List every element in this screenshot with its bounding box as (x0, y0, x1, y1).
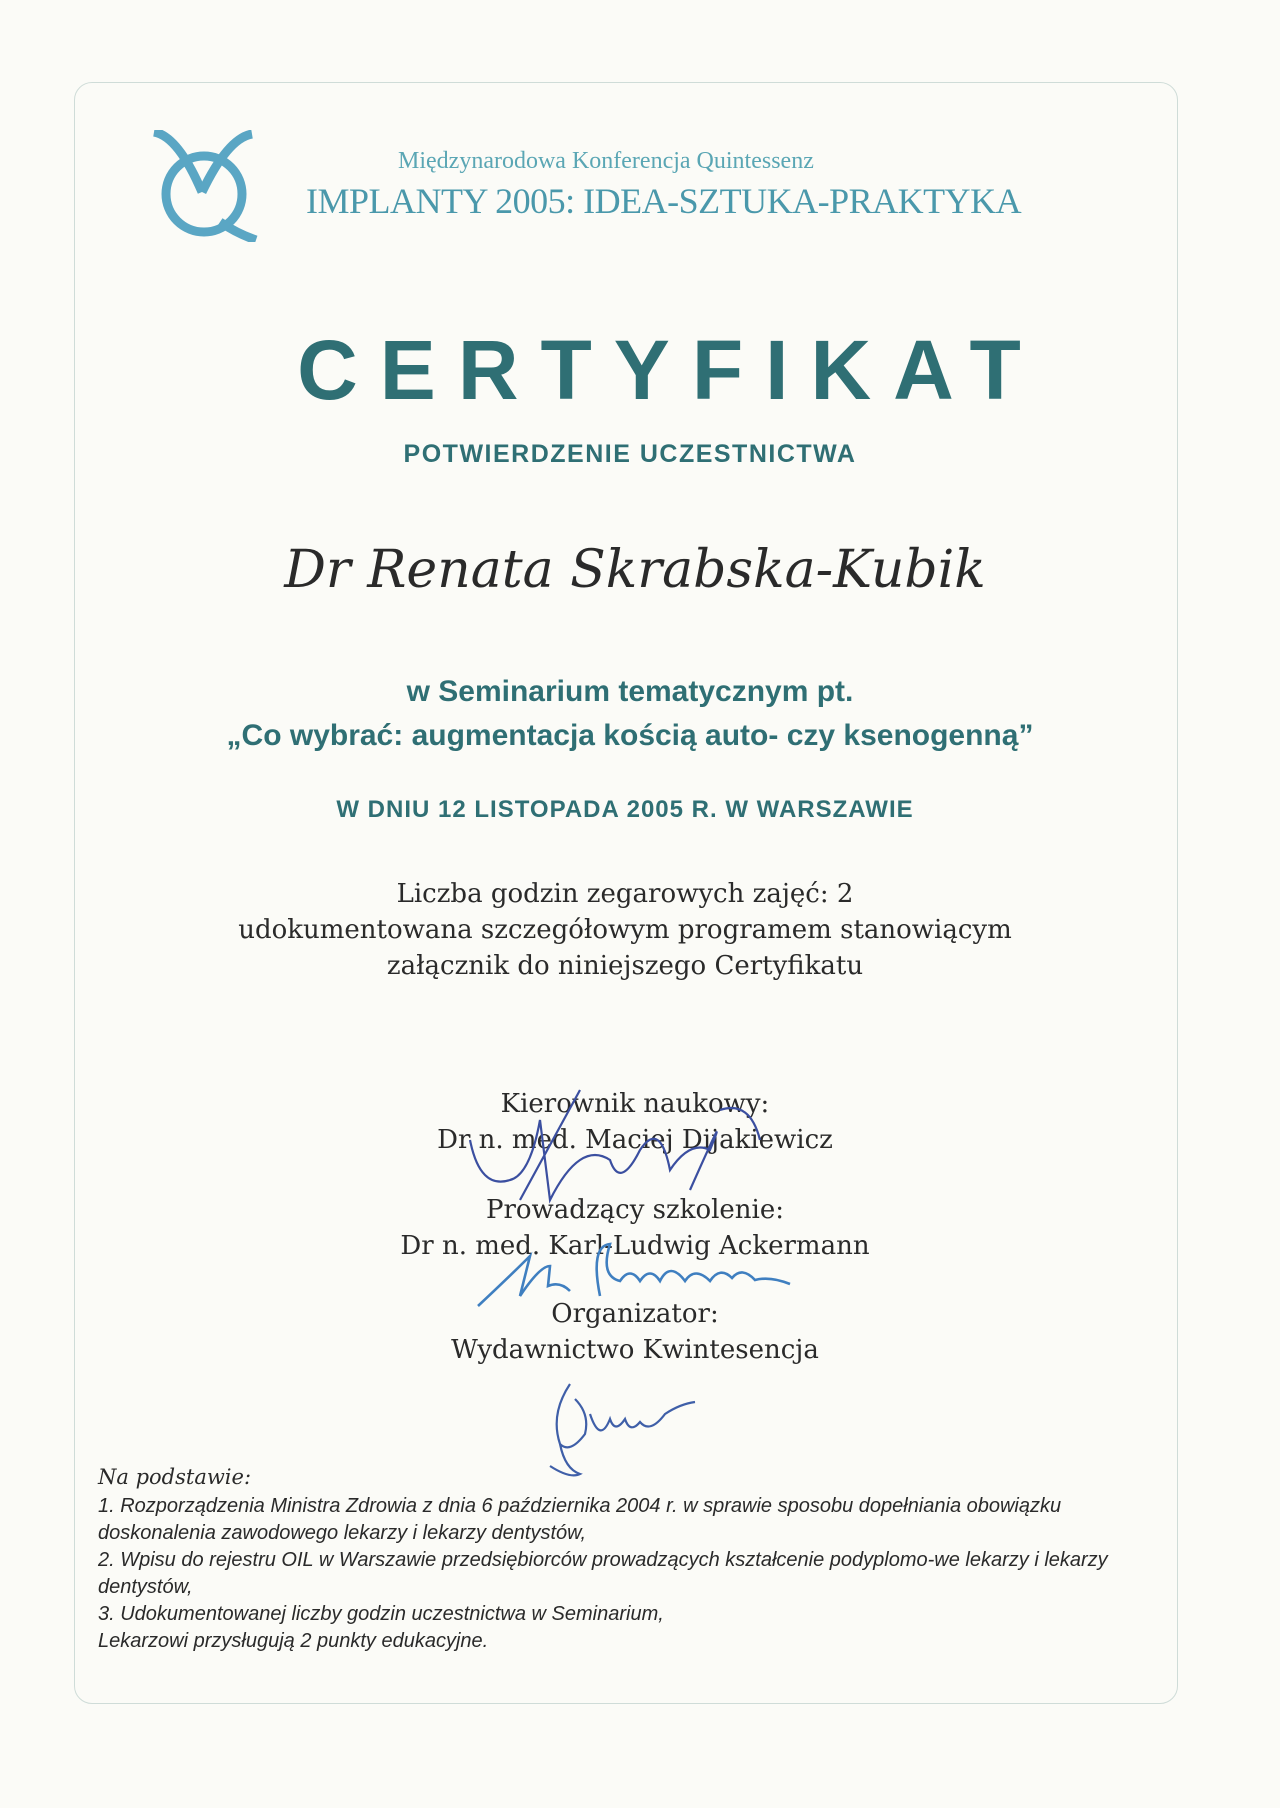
signature-dijakiewicz (460, 1080, 790, 1210)
hours-info (0, 876, 1250, 984)
signatory-name: Dr n. med. Karl-Ludwig Ackermann (400, 1231, 870, 1261)
basis-item: 2. Wpisu do rejestru OIL w Warszawie przedsiębiorców prowadzących kształcenie podyplomo-we lekarzy i lekarzy dentystów, (98, 1549, 1108, 1598)
signatory-name: Dr n. med. Maciej Dijakiewicz (437, 1125, 833, 1155)
signatory-role: Kierownik naukowy: (500, 1089, 770, 1119)
seminar-info (0, 670, 1260, 758)
basis-item: 1. Rozporządzenia Ministra Zdrowia z dnia 6 października 2004 r. w sprawie sposobu dopełniania obowiązku doskonalenia zawodowego lekarzy i lekarzy dentystów, (98, 1495, 1062, 1544)
basis-item: Lekarzowi przysługują 2 punkty edukacyjne. (98, 1630, 489, 1652)
signatory-organizer (0, 1296, 1270, 1368)
certificate-title: CERTYFIKAT (297, 323, 1043, 417)
signatory-name: Wydawnictwo Kwintesencja (451, 1335, 819, 1365)
date-location: W DNIU 12 LISTOPADA 2005 R. W WARSZAWIE (336, 796, 914, 823)
signatory-role: Organizator: (551, 1299, 719, 1329)
hours-line: Liczba godzin zegarowych zajęć: 2 (396, 879, 854, 909)
recipient-name: Dr Renata Skrabska-Kubik (284, 540, 986, 600)
legal-basis (98, 1464, 1158, 1655)
seminar-line: w Seminarium tematycznym pt. (406, 675, 854, 708)
basis-item: 3. Udokumentowanej liczby godzin uczestnictwa w Seminarium, (98, 1603, 664, 1625)
hours-line: udokumentowana szczegółowym programem stanowiącym (238, 915, 1012, 945)
conference-subtitle: Międzynarodowa Konferencja Quintessenz (398, 148, 814, 174)
signatory-role: Prowadzący szkolenie: (485, 1195, 785, 1225)
quintessenz-logo (148, 130, 260, 242)
conference-title: IMPLANTY 2005: IDEA-SZTUKA-PRAKTYKA (306, 181, 1022, 221)
hours-line: załącznik do niniejszego Certyfikatu (386, 951, 864, 981)
basis-heading: Na podstawie: (98, 1465, 252, 1489)
seminar-title: „Co wybrać: augmentacja kością auto- czy ksenogenną” (226, 719, 1034, 752)
certificate-subtitle: POTWIERDZENIE UCZESTNICTWA (403, 440, 857, 468)
